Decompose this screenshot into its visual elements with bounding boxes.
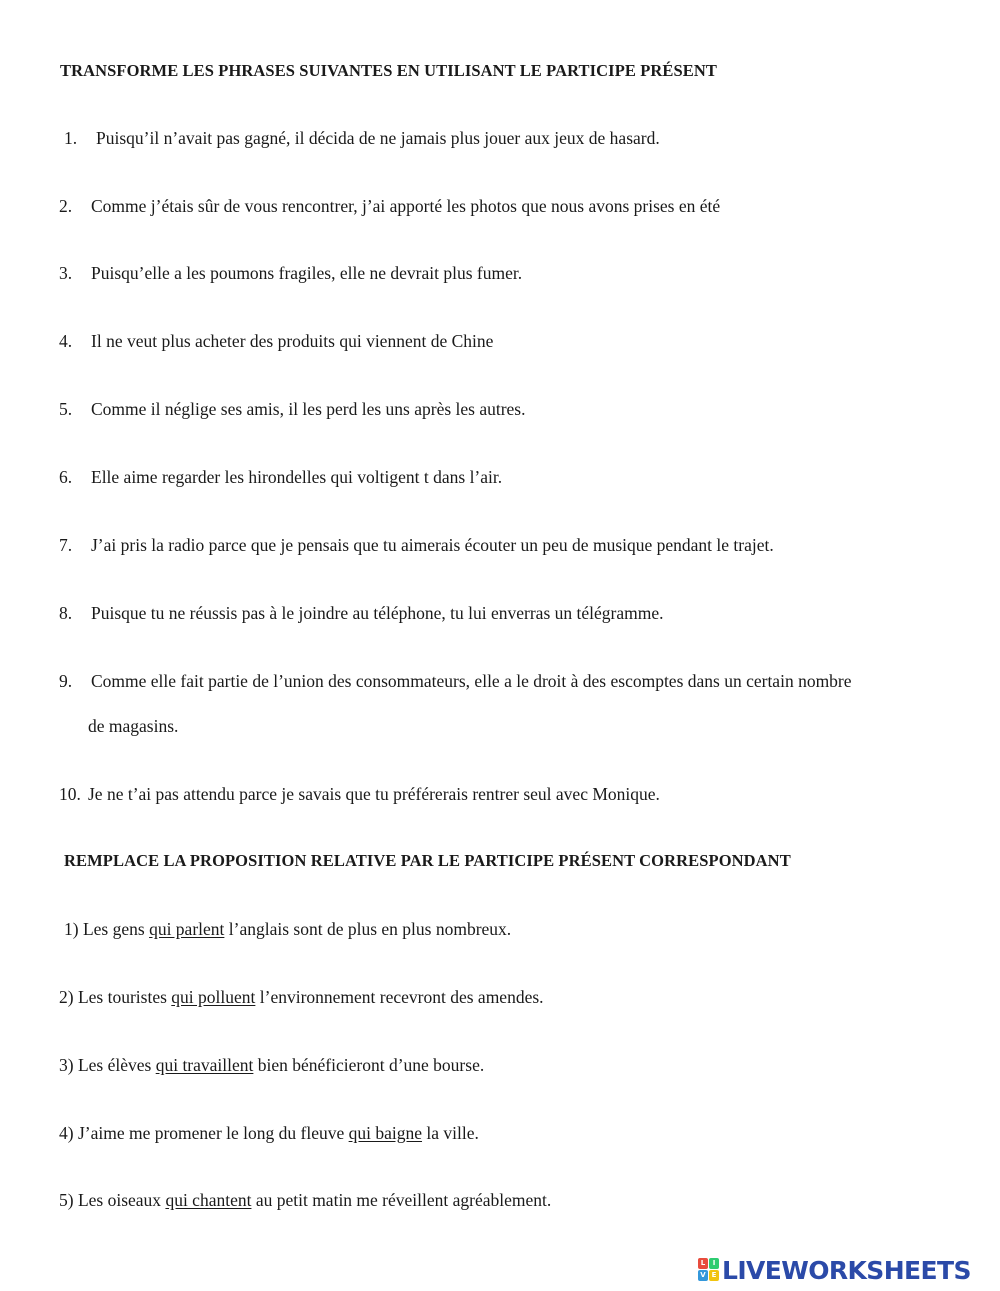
mark-letter: V <box>698 1270 708 1281</box>
exercise1-item-6 <box>59 466 502 488</box>
relative-clause: qui baigne <box>348 1123 423 1143</box>
mark-letter: I <box>709 1258 719 1269</box>
item-text-after: bien bénéficieront d’une bourse. <box>257 1055 485 1075</box>
item-text: Comme elle fait partie de l’union des consommateurs, elle a le droit à des escomptes dans un certain nombre <box>91 671 852 691</box>
relative-clause: qui polluent <box>171 987 256 1007</box>
mark-letter: L <box>698 1258 708 1269</box>
mark-letter: E <box>709 1270 719 1281</box>
item-number: 5) <box>59 1190 74 1210</box>
item-text: Puisqu’elle a les poumons fragiles, elle ne devrait plus fumer. <box>91 263 523 283</box>
exercise2-item-2 <box>59 986 544 1008</box>
item-text: Elle aime regarder les hirondelles qui voltigent t dans l’air. <box>91 467 503 487</box>
exercise1-item-7 <box>59 534 774 556</box>
item-number: 3) <box>59 1055 74 1075</box>
exercise2-item-4 <box>59 1122 479 1144</box>
item-number: 2. <box>59 196 73 216</box>
item-text: Puisqu’il n’avait pas gagné, il décida de ne jamais plus jouer aux jeux de hasard. <box>96 128 660 148</box>
exercise1-item-8 <box>59 602 663 624</box>
liveworksheets-logo <box>698 1255 971 1285</box>
item-number: 3. <box>59 263 73 283</box>
exercise2-item-1 <box>64 918 511 940</box>
item-text-before: Les élèves <box>77 1055 152 1075</box>
exercise1-item-10 <box>59 783 660 805</box>
item-number: 1. <box>64 128 78 148</box>
liveworksheets-wordmark: LIVEWORKSHEETS <box>722 1255 971 1285</box>
item-number: 4) <box>59 1123 74 1143</box>
item-text-before: Les gens <box>82 919 145 939</box>
exercise1-item-1 <box>64 127 660 149</box>
item-text-before: Les touristes <box>77 987 167 1007</box>
item-text: Puisque tu ne réussis pas à le joindre au téléphone, tu lui enverras un télégramme. <box>91 603 664 623</box>
exercise2-item-3 <box>59 1054 484 1076</box>
item-number: 7. <box>59 535 73 555</box>
section1-heading: TRANSFORME LES PHRASES SUIVANTES EN UTILISANT LE PARTICIPE PRÉSENT <box>60 61 718 80</box>
item-number: 5. <box>59 399 73 419</box>
exercise1-item-3 <box>59 262 522 284</box>
exercise1-item-2 <box>59 195 720 217</box>
item-text-before: J’aime me promener le long du fleuve <box>77 1123 345 1143</box>
item-text-after: la ville. <box>426 1123 479 1143</box>
exercise2-item-5 <box>59 1189 551 1211</box>
item-text-after: l’anglais sont de plus en plus nombreux. <box>228 919 512 939</box>
item-text: Comme il néglige ses amis, il les perd les uns après les autres. <box>91 399 526 419</box>
item-text: Il ne veut plus acheter des produits qui viennent de Chine <box>91 331 494 351</box>
item-number: 4. <box>59 331 73 351</box>
item-number: 2) <box>59 987 74 1007</box>
exercise1-item-9 <box>59 670 852 692</box>
item-text-after: au petit matin me réveillent agréablement. <box>255 1190 552 1210</box>
item-number: 9. <box>59 671 73 691</box>
item-text-after: l’environnement recevront des amendes. <box>259 987 544 1007</box>
relative-clause: qui chantent <box>165 1190 252 1210</box>
exercise1-item-4 <box>59 330 493 352</box>
item-text-before: Les oiseaux <box>77 1190 162 1210</box>
exercise1-item-5 <box>59 398 526 420</box>
relative-clause: qui parlent <box>149 919 225 939</box>
section2-heading: REMPLACE LA PROPOSITION RELATIVE PAR LE PARTICIPE PRÉSENT CORRESPONDANT <box>64 851 791 870</box>
item-text: J’ai pris la radio parce que je pensais que tu aimerais écouter un peu de musique pendant le trajet. <box>91 535 774 555</box>
item-number: 1) <box>64 919 79 939</box>
item-number: 10. <box>59 784 81 804</box>
item-text: Je ne t’ai pas attendu parce je savais que tu préférerais rentrer seul avec Monique. <box>88 784 660 804</box>
exercise1-item-9-continuation: de magasins. <box>88 716 179 736</box>
item-number: 6. <box>59 467 73 487</box>
relative-clause: qui travaillent <box>155 1055 254 1075</box>
item-number: 8. <box>59 603 73 623</box>
item-text: Comme j’étais sûr de vous rencontrer, j’ai apporté les photos que nous avons prises en été <box>91 196 721 216</box>
liveworksheets-mark-icon <box>698 1258 720 1282</box>
